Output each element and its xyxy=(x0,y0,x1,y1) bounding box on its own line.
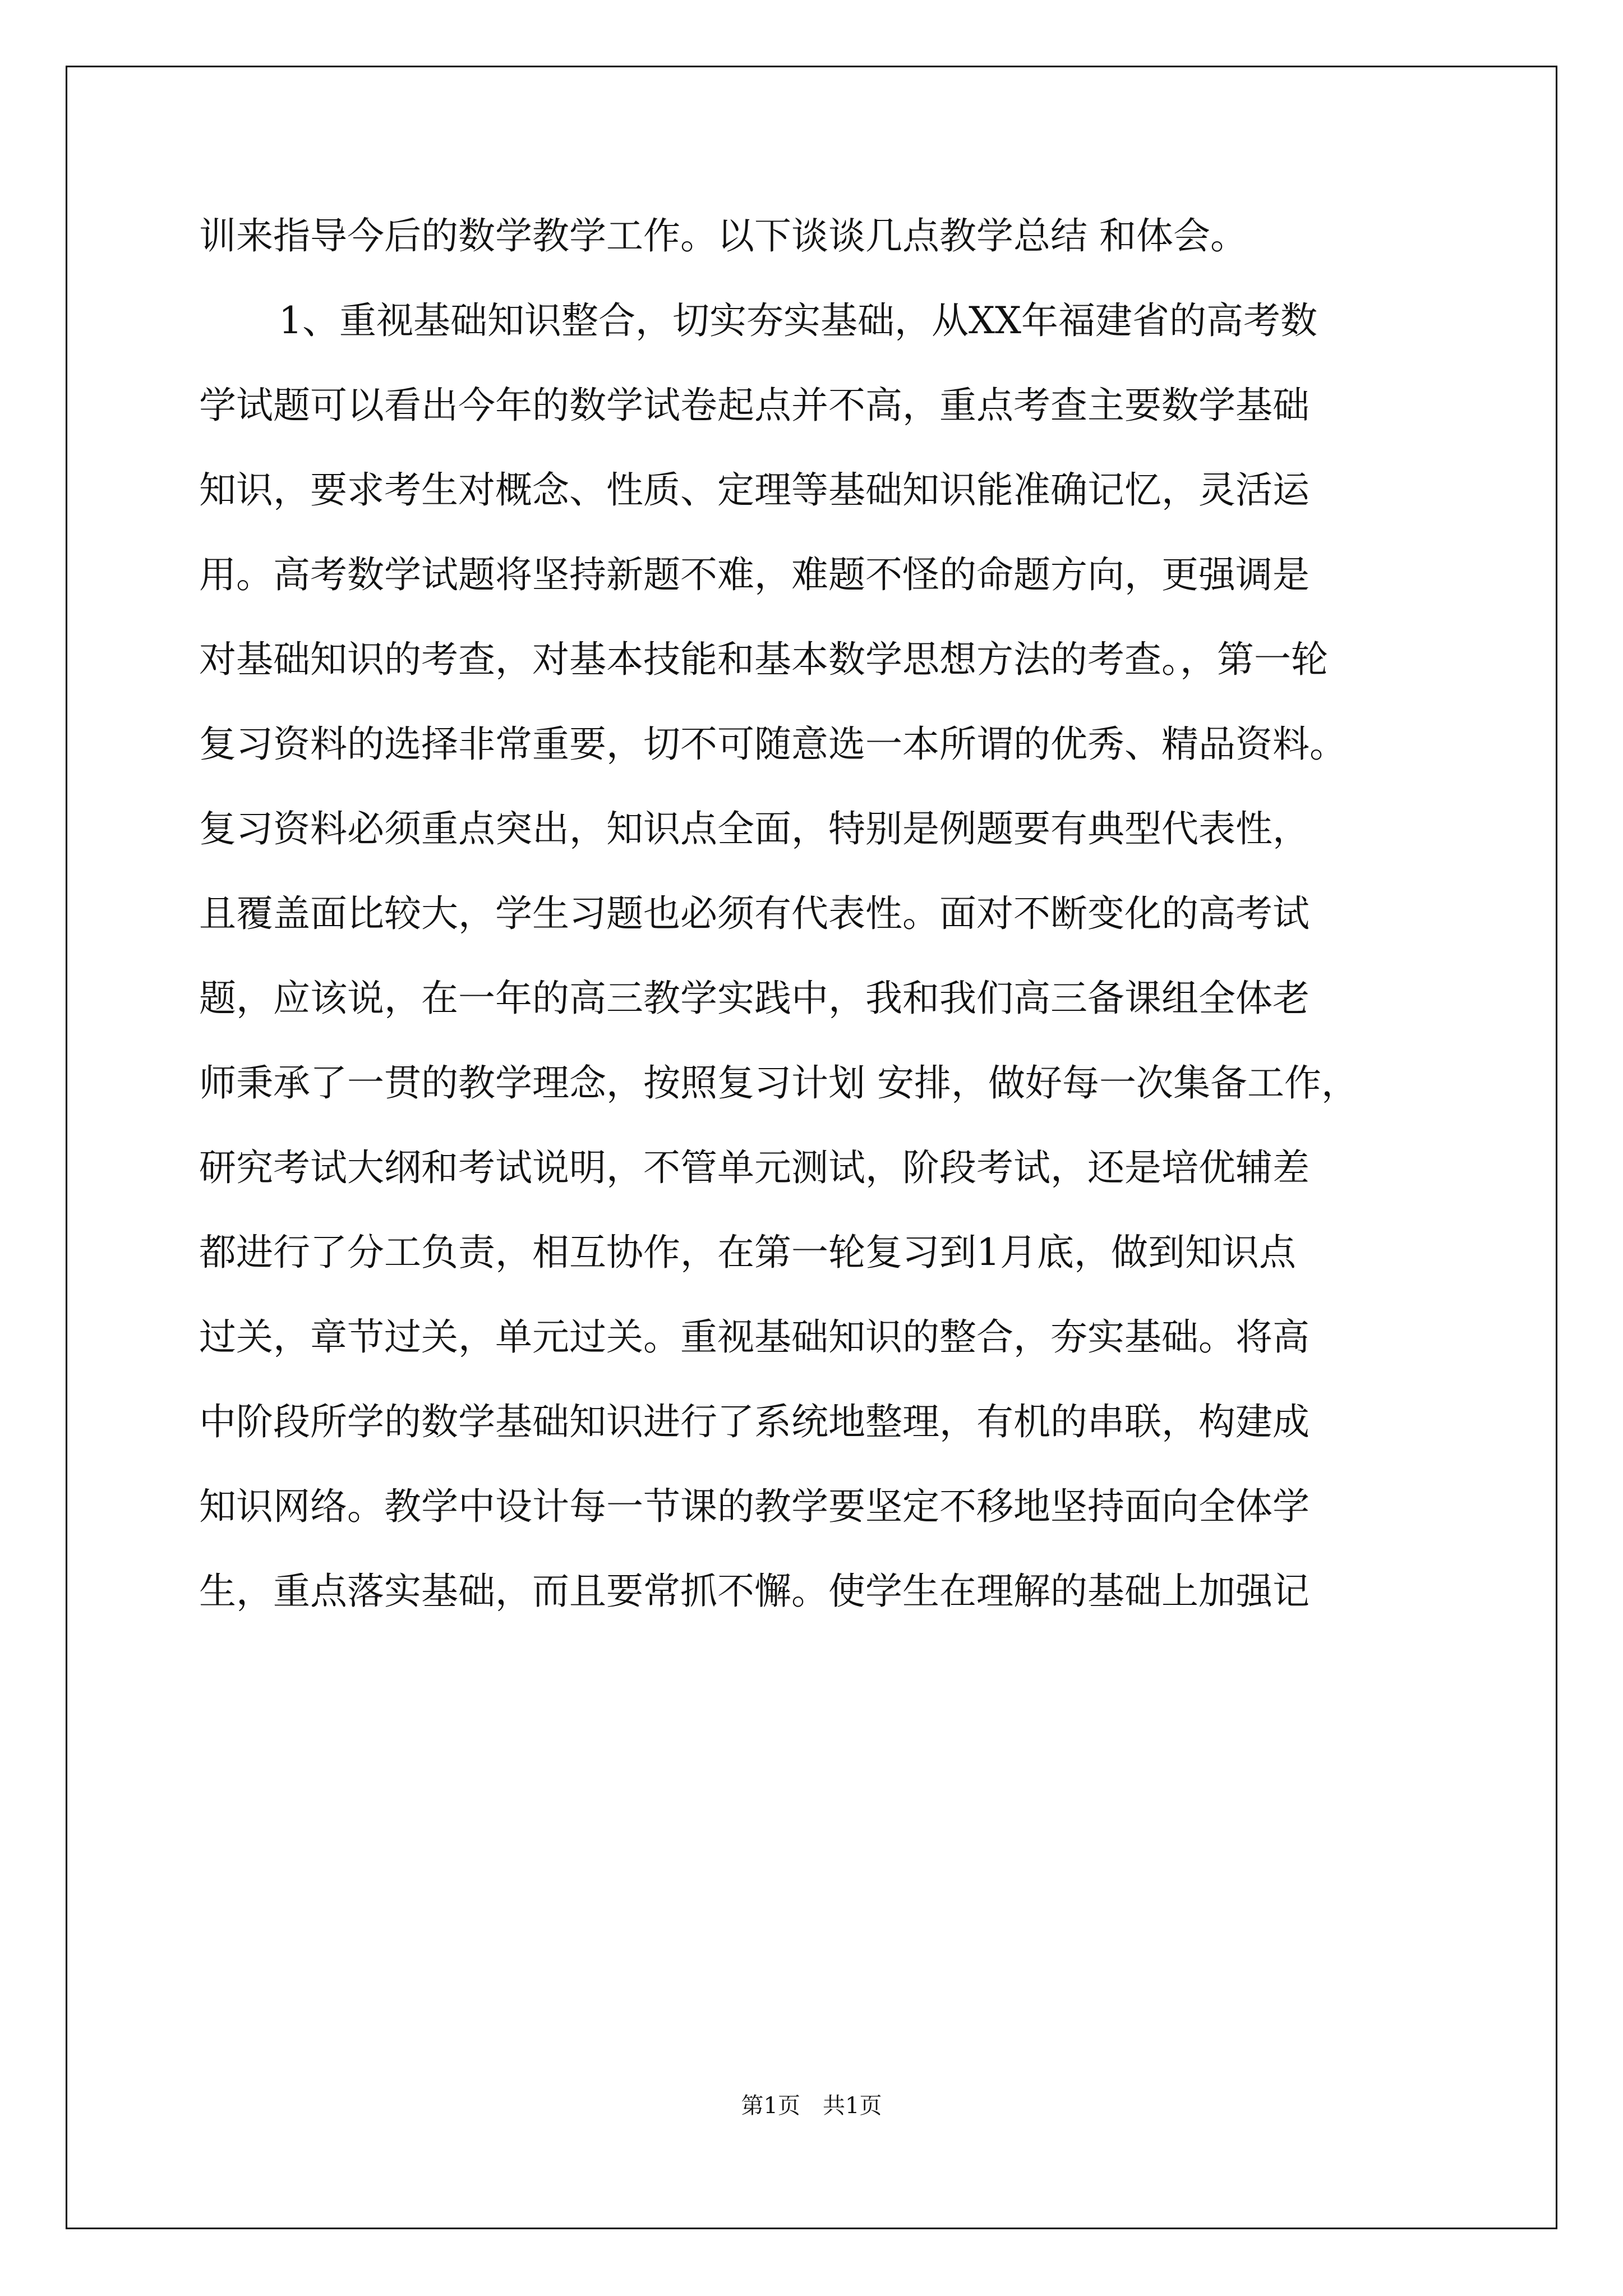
page-total: 共1页 xyxy=(823,2093,882,2119)
text-line-4: 知识，要求考生对概念、性质、定理等基础知识能准确记忆，灵活运 xyxy=(199,468,1310,512)
text-line-9: 且覆盖面比较大，学生习题也必须有代表性。面对不断变化的高考试 xyxy=(199,892,1310,935)
text-line-17: 生，重点落实基础，而且要常抓不懈。使学生在理解的基础上加强记 xyxy=(199,1570,1310,1613)
text-line-16: 知识网络。教学中设计每一节课的教学要坚定不移地坚持面向全体学 xyxy=(199,1485,1310,1528)
text-line-1: 训来指导今后的数学教学工作。以下谈谈几点教学总结 和体会。 xyxy=(199,214,1247,257)
text-line-13: 都进行了分工负责，相互协作，在第一轮复习到1月底，做到知识点 xyxy=(199,1231,1296,1274)
text-line-14: 过关，章节过关，单元过关。重视基础知识的整合，夯实基础。将高 xyxy=(199,1315,1310,1359)
text-line-3: 学试题可以看出今年的数学试卷起点并不高，重点考查主要数学基础 xyxy=(199,384,1310,427)
text-line-12: 研究考试大纲和考试说明，不管单元测试，阶段考试，还是培优辅差 xyxy=(199,1146,1310,1189)
text-line-6: 对基础知识的考查，对基本技能和基本数学思想方法的考查。，第一轮 xyxy=(199,638,1328,681)
text-line-15: 中阶段所学的数学基础知识进行了系统地整理，有机的串联，构建成 xyxy=(199,1400,1310,1443)
text-line-11: 师秉承了一贯的教学理念，按照复习计划 安排，做好每一次集备工作， xyxy=(199,1061,1358,1105)
text-line-5: 用。高考数学试题将坚持新题不难，难题不怪的命题方向，更强调是 xyxy=(199,553,1310,596)
text-line-7: 复习资料的选择非常重要，切不可随意选一本所谓的优秀、精品资料。 xyxy=(199,723,1347,766)
page-footer xyxy=(0,2089,1623,2123)
page-number: 第1页 xyxy=(741,2093,800,2119)
text-line-10: 题，应该说，在一年的高三教学实践中，我和我们高三备课组全体老 xyxy=(199,977,1310,1020)
text-line-2: 1、重视基础知识整合，切实夯实基础，从XX年福建省的高考数 xyxy=(279,299,1317,342)
text-line-8: 复习资料必须重点突出，知识点全面，特别是例题要有典型代表性， xyxy=(199,807,1310,850)
